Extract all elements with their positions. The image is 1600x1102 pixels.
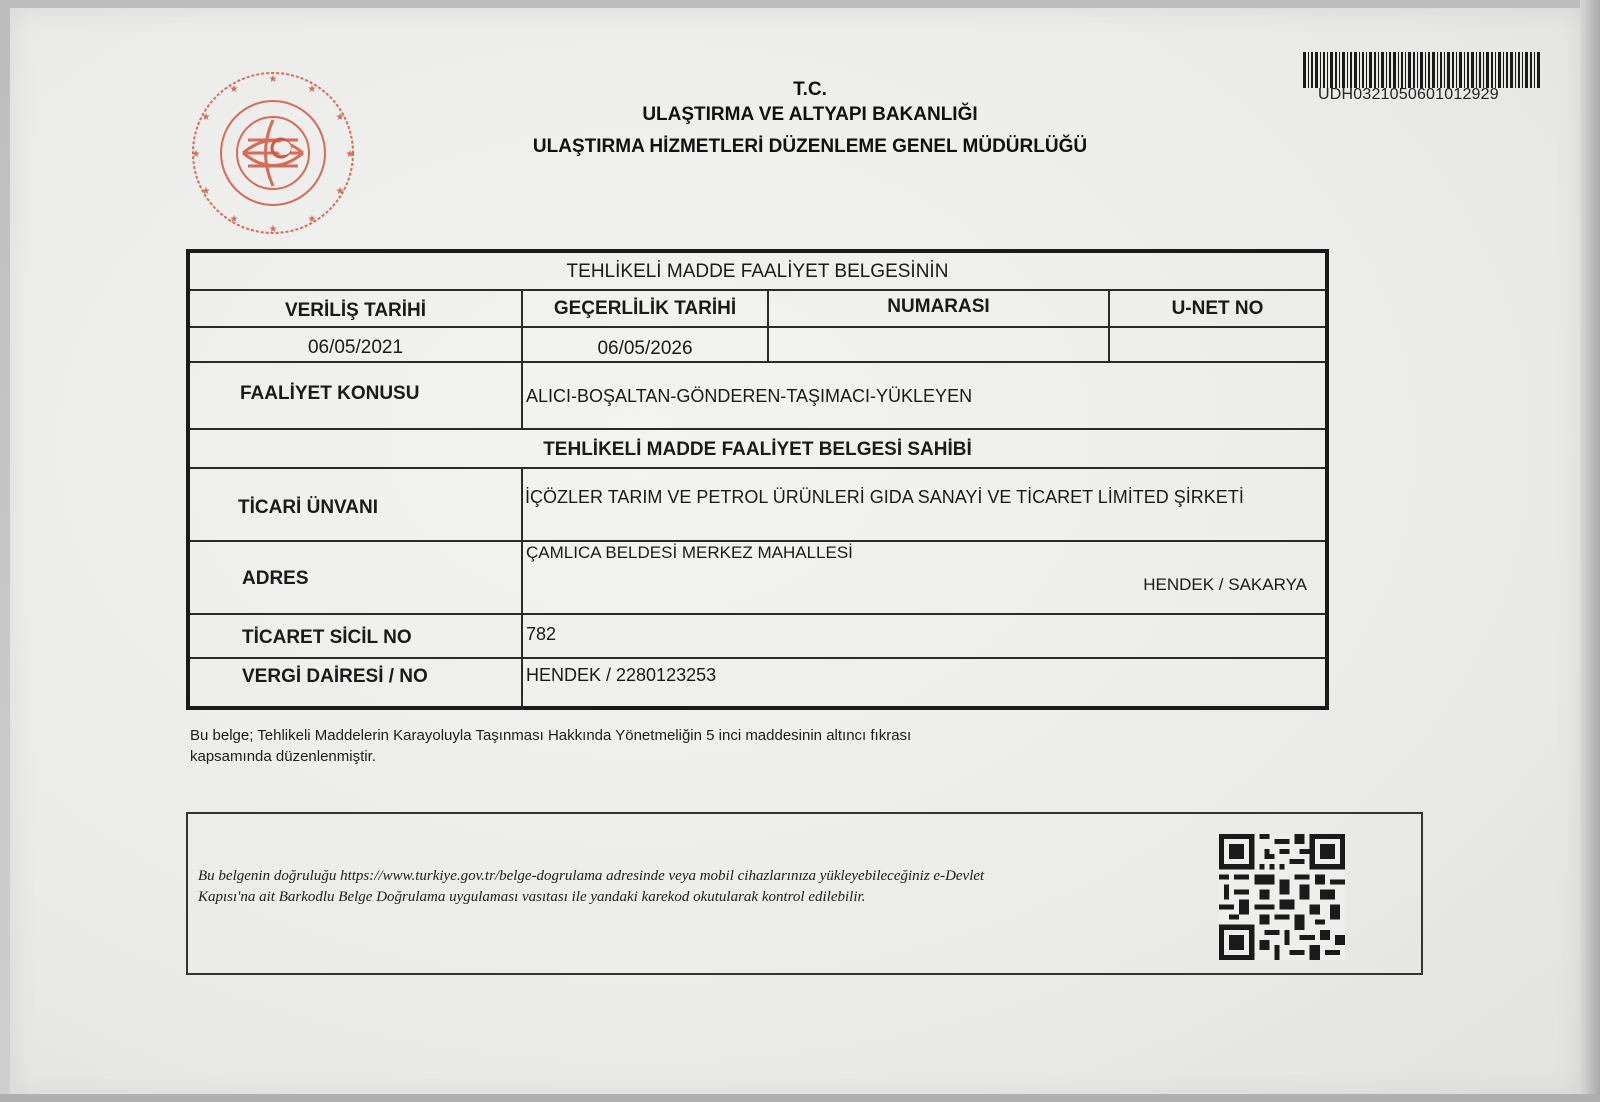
row-divider [190,289,1325,291]
legal-note-line2: kapsamında düzenlenmiştir. [190,748,376,765]
issue-date-label: VERİLİŞ TARİHİ [284,300,427,321]
svg-text:★: ★ [345,149,355,160]
certificate-table [186,249,1329,710]
svg-text:★: ★ [335,186,345,197]
verification-line2: Kapısı'na ait Barkodlu Belge Doğrulama uygulaması vasıtası ile yandaki karekod okutularak kontrol edilebilir. [198,889,866,905]
owner-section-title: TEHLİKELİ MADDE FAALİYET BELGESİ SAHİBİ [543,439,972,460]
svg-text:★: ★ [335,112,345,123]
issue-date-value: 06/05/2021 [307,337,404,358]
certificate-title: TEHLİKELİ MADDE FAALİYET BELGESİNİN [566,261,949,282]
barcode-number: UDH0321050601012929 [1318,86,1499,103]
barcode-icon [1303,52,1543,88]
row-divider [190,361,1325,363]
trade-name-label: TİCARİ ÜNVANI [238,497,379,518]
validity-date-value: 06/05/2026 [597,338,693,359]
document-header [470,78,1150,160]
row-divider [190,540,1325,542]
row-divider [190,613,1325,615]
svg-text:★: ★ [307,84,317,95]
svg-text:★: ★ [268,224,278,235]
row-divider [190,326,1325,328]
tax-label: VERGİ DAİRESİ / NO [242,666,428,687]
address-line2: HENDEK / SAKARYA [1143,575,1307,594]
registry-value: 782 [526,624,557,644]
svg-text:★: ★ [201,112,211,123]
header-ministry: ULAŞTIRMA VE ALTYAPI BAKANLIĞI [642,104,978,125]
svg-text:★: ★ [191,149,201,160]
address-label: ADRES [242,568,309,589]
ministry-seal-icon [188,68,358,238]
frame-edge [1580,0,1600,1102]
verification-line1: Bu belgenin doğruluğu https://www.turkiye.gov.tr/belge-dogrulama adresinde veya mobil cihazlarınıza yükleyebileceğiniz e-Devlet [198,868,985,884]
verification-box [186,812,1423,975]
tax-value: HENDEK / 2280123253 [526,665,717,685]
svg-text:★: ★ [307,214,317,225]
activity-value: ALICI-BOŞALTAN-GÖNDEREN-TAŞIMACI-YÜKLEYEN [526,386,973,406]
activity-label: FAALİYET KONUSU [240,383,420,404]
number-label: NUMARASI [887,296,990,317]
registry-label: TİCARET SİCİL NO [242,627,412,648]
svg-text:★: ★ [229,214,239,225]
row-divider [190,467,1325,469]
legal-note-line1: Bu belge; Tehlikeli Maddelerin Karayoluyla Taşınması Hakkında Yönetmeliğin 5 inci maddesinin altıncı fıkrası [190,727,912,744]
row-divider [190,428,1325,430]
row-divider [190,657,1325,659]
col-divider [521,467,523,710]
header-tc: T.C. [793,79,827,100]
svg-text:★: ★ [268,74,278,85]
legal-note [190,725,1090,767]
validity-date-label: GEÇERLİLİK TARİHİ [553,298,737,319]
svg-text:★: ★ [229,84,239,95]
unet-no-label: U-NET NO [1171,298,1264,319]
qr-code-icon [1218,834,1346,960]
svg-text:★: ★ [201,186,211,197]
address-line1: ÇAMLICA BELDESİ MERKEZ MAHALLESİ [526,543,853,562]
verification-text [198,866,1178,908]
trade-name-value: İÇÖZLER TARIM VE PETROL ÜRÜNLERİ GIDA SANAYİ VE TİCARET LİMİTED ŞİRKETİ [525,487,1244,507]
header-directorate: ULAŞTIRMA HİZMETLERİ DÜZENLEME GENEL MÜDÜRLÜĞÜ [532,136,1088,157]
col-divider [521,361,523,428]
frame-edge-bottom [0,1094,1600,1102]
